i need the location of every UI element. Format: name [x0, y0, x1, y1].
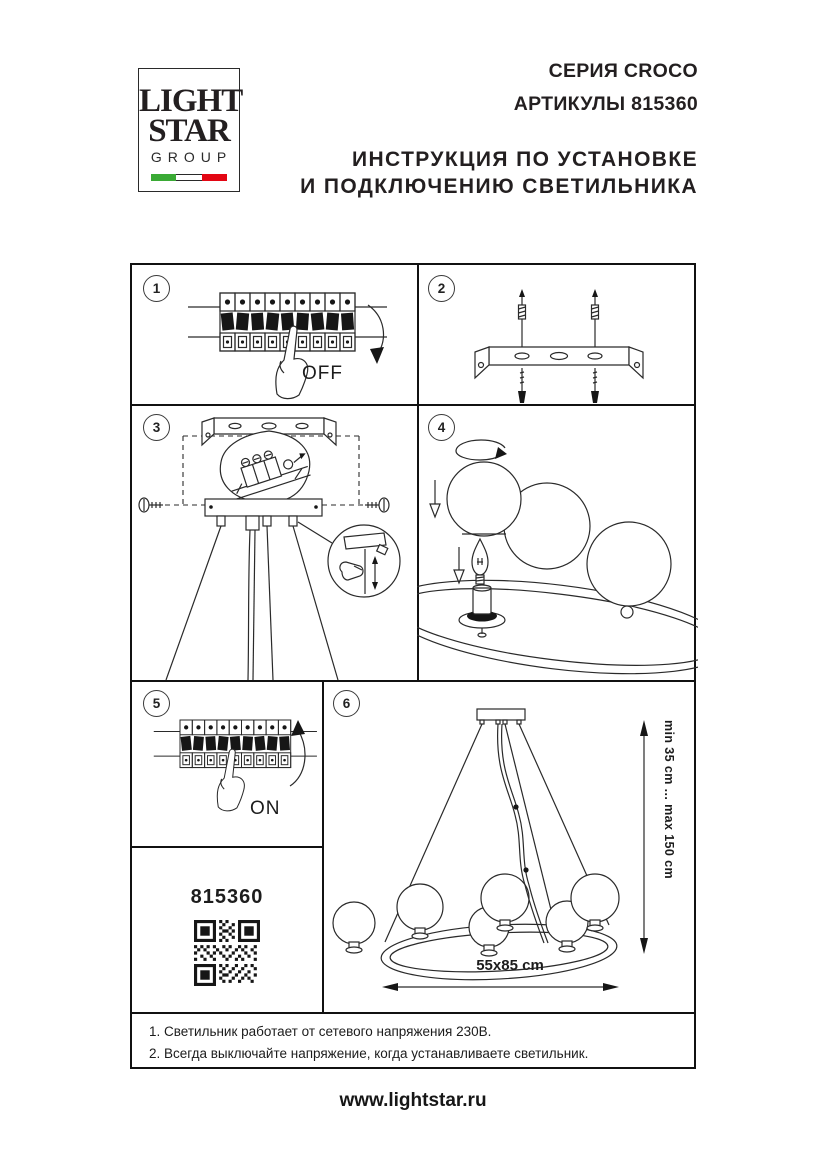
- italian-flag-stripe: [151, 174, 227, 181]
- off-label: OFF: [302, 363, 343, 384]
- logo-light: LIGHT: [139, 83, 243, 119]
- article-numbers: АРТИКУЛЫ 815360: [513, 93, 698, 115]
- width-dimension-label: 55x85 cm: [476, 957, 544, 974]
- step3-canopy-illustration: [132, 404, 417, 680]
- instruction-title-line1: ИНСТРУКЦИЯ ПО УСТАНОВКЕ: [351, 148, 698, 171]
- step-number-badge: 4: [428, 414, 455, 441]
- screw-icon: [518, 368, 526, 403]
- on-label: ON: [250, 798, 281, 819]
- terminal-block-callout: [220, 431, 312, 503]
- glass-globe: [587, 522, 671, 606]
- curved-arrow-up-icon: [290, 730, 305, 786]
- step4-globes-illustration: [417, 404, 698, 680]
- screw-icon: [365, 498, 389, 512]
- step-3-panel: [132, 404, 417, 680]
- height-dimension-label: min 35 cm ... max 150 cm: [662, 720, 676, 879]
- globe-seat: [621, 606, 633, 618]
- document-header: [258, 60, 698, 200]
- step-5-panel: [132, 680, 322, 846]
- instruction-title-line2: И ПОДКЛЮЧЕНИЮ СВЕТИЛЬНИКА: [300, 175, 698, 198]
- cable-adjuster-callout: [328, 525, 400, 597]
- step-number-badge: 2: [428, 275, 455, 302]
- screw-icon: [139, 498, 163, 512]
- step-4-panel: [417, 404, 698, 680]
- height-dimension-arrow: [640, 720, 648, 954]
- down-arrow-icon: [430, 480, 440, 517]
- steps-grid: [130, 263, 696, 1069]
- website-url: www.lightstar.ru: [339, 1090, 487, 1111]
- screw-icon: [591, 368, 599, 403]
- step-2-panel: [417, 265, 698, 404]
- candle-bulb-icon: [472, 539, 488, 584]
- step-number-badge: 3: [143, 414, 170, 441]
- glass-globe: [397, 884, 443, 939]
- wall-anchor-icon: [519, 289, 526, 347]
- flag-white: [176, 174, 201, 181]
- glass-globe: [447, 462, 521, 536]
- note-2: 2. Всегда выключайте напряжение, когда устанавливаете светильник.: [149, 1046, 589, 1061]
- step1-breaker-off-illustration: [132, 265, 417, 404]
- wall-anchor-icon: [592, 289, 599, 347]
- step-6-panel: [322, 680, 698, 1012]
- safety-notes: [132, 1012, 698, 1071]
- logo-star: STAR: [148, 113, 230, 149]
- mounting-bracket-drawing: [475, 347, 643, 378]
- rotate-arrow-icon: [456, 440, 507, 460]
- flag-green: [151, 174, 176, 181]
- step-1-panel: [132, 265, 417, 404]
- flag-red: [202, 174, 227, 181]
- glass-globe: [333, 902, 375, 953]
- lightstar-logo: [138, 68, 243, 192]
- step-number-badge: 5: [143, 690, 170, 717]
- article-qr-cell: [132, 846, 322, 1012]
- width-dimension-arrow: [382, 983, 619, 991]
- qr-code: [194, 920, 260, 986]
- logo-group: GROUP: [150, 149, 233, 165]
- step-number-badge: 6: [333, 690, 360, 717]
- step2-bracket-illustration: [417, 265, 698, 404]
- step-number-badge: 1: [143, 275, 170, 302]
- lamp-socket-drawing: [459, 585, 505, 637]
- note-1: 1. Светильник работает от сетевого напряжения 230В.: [149, 1024, 492, 1039]
- ceiling-canopy-drawing: [477, 709, 525, 724]
- series-title: СЕРИЯ CROCO: [548, 60, 698, 82]
- article-number: 815360: [190, 886, 264, 908]
- down-arrow-icon: [454, 547, 464, 583]
